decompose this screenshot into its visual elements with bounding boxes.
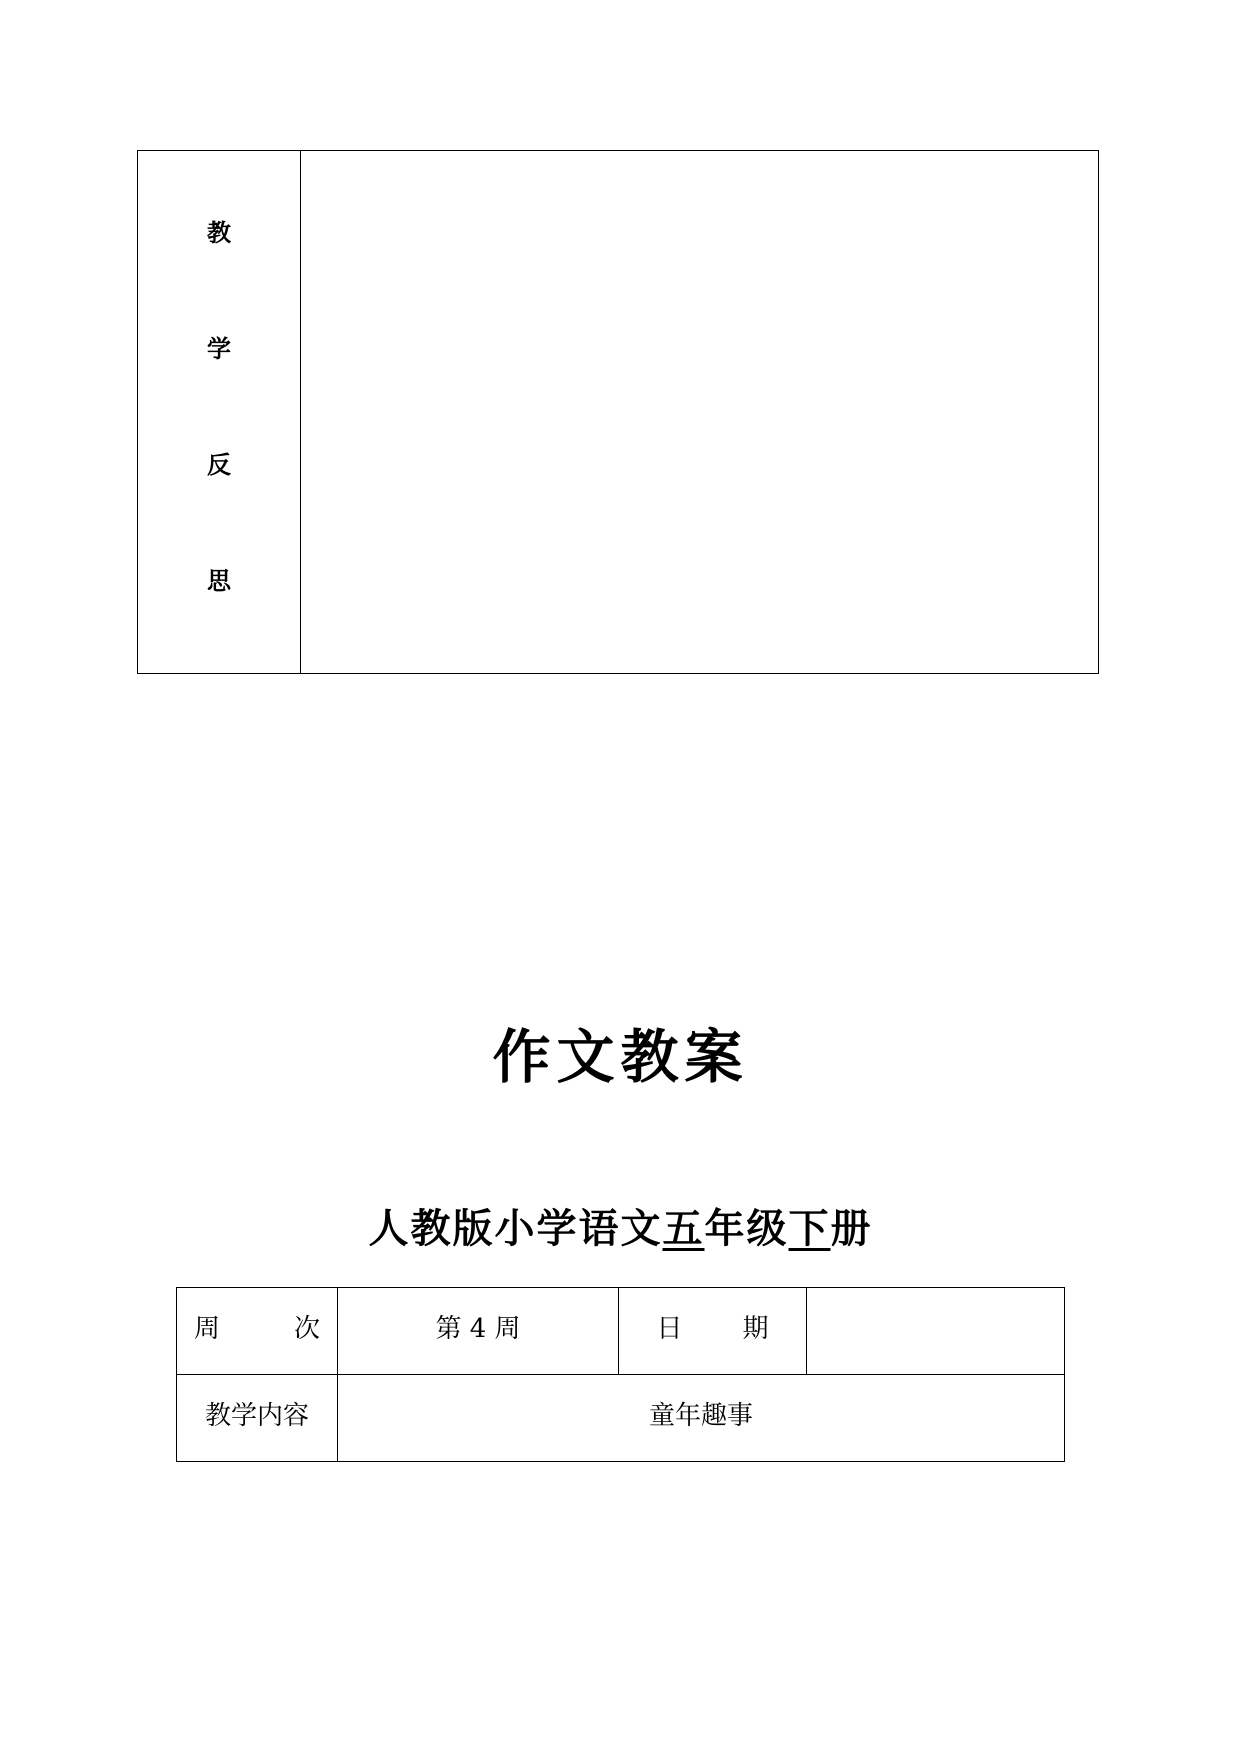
subtitle-grade: 五 — [662, 1206, 705, 1252]
subtitle-prefix: 人教版小学语文 — [368, 1206, 663, 1252]
date-value-cell — [807, 1288, 1065, 1375]
reflection-label-char: 思 — [207, 567, 231, 595]
subtitle-suffix: 册 — [830, 1206, 873, 1252]
lesson-info-table — [176, 1287, 1065, 1462]
table-row — [177, 1288, 1065, 1375]
date-label-char: 期 — [742, 1314, 769, 1344]
reflection-label-char: 学 — [207, 335, 231, 363]
date-label-char: 日 — [656, 1314, 683, 1344]
content-value-cell: 童年趣事 — [338, 1375, 1065, 1462]
week-label-char: 周 — [194, 1314, 221, 1344]
reflection-label-char: 反 — [207, 451, 231, 479]
teaching-reflection-table — [137, 150, 1099, 674]
week-value-cell: 第 4 周 — [338, 1288, 619, 1375]
reflection-content-cell — [301, 151, 1098, 673]
week-label-char: 次 — [293, 1314, 320, 1344]
date-label-cell — [619, 1288, 807, 1375]
subtitle — [0, 1197, 1241, 1254]
week-label-cell — [177, 1288, 338, 1375]
table-row — [177, 1375, 1065, 1462]
page-title: 作文教案 — [492, 1023, 749, 1091]
subtitle-middle: 年级 — [704, 1206, 789, 1252]
reflection-label-cell — [138, 151, 301, 673]
reflection-label-char: 教 — [207, 219, 231, 247]
content-label-cell: 教学内容 — [177, 1375, 338, 1462]
subtitle-term: 下 — [788, 1206, 831, 1252]
